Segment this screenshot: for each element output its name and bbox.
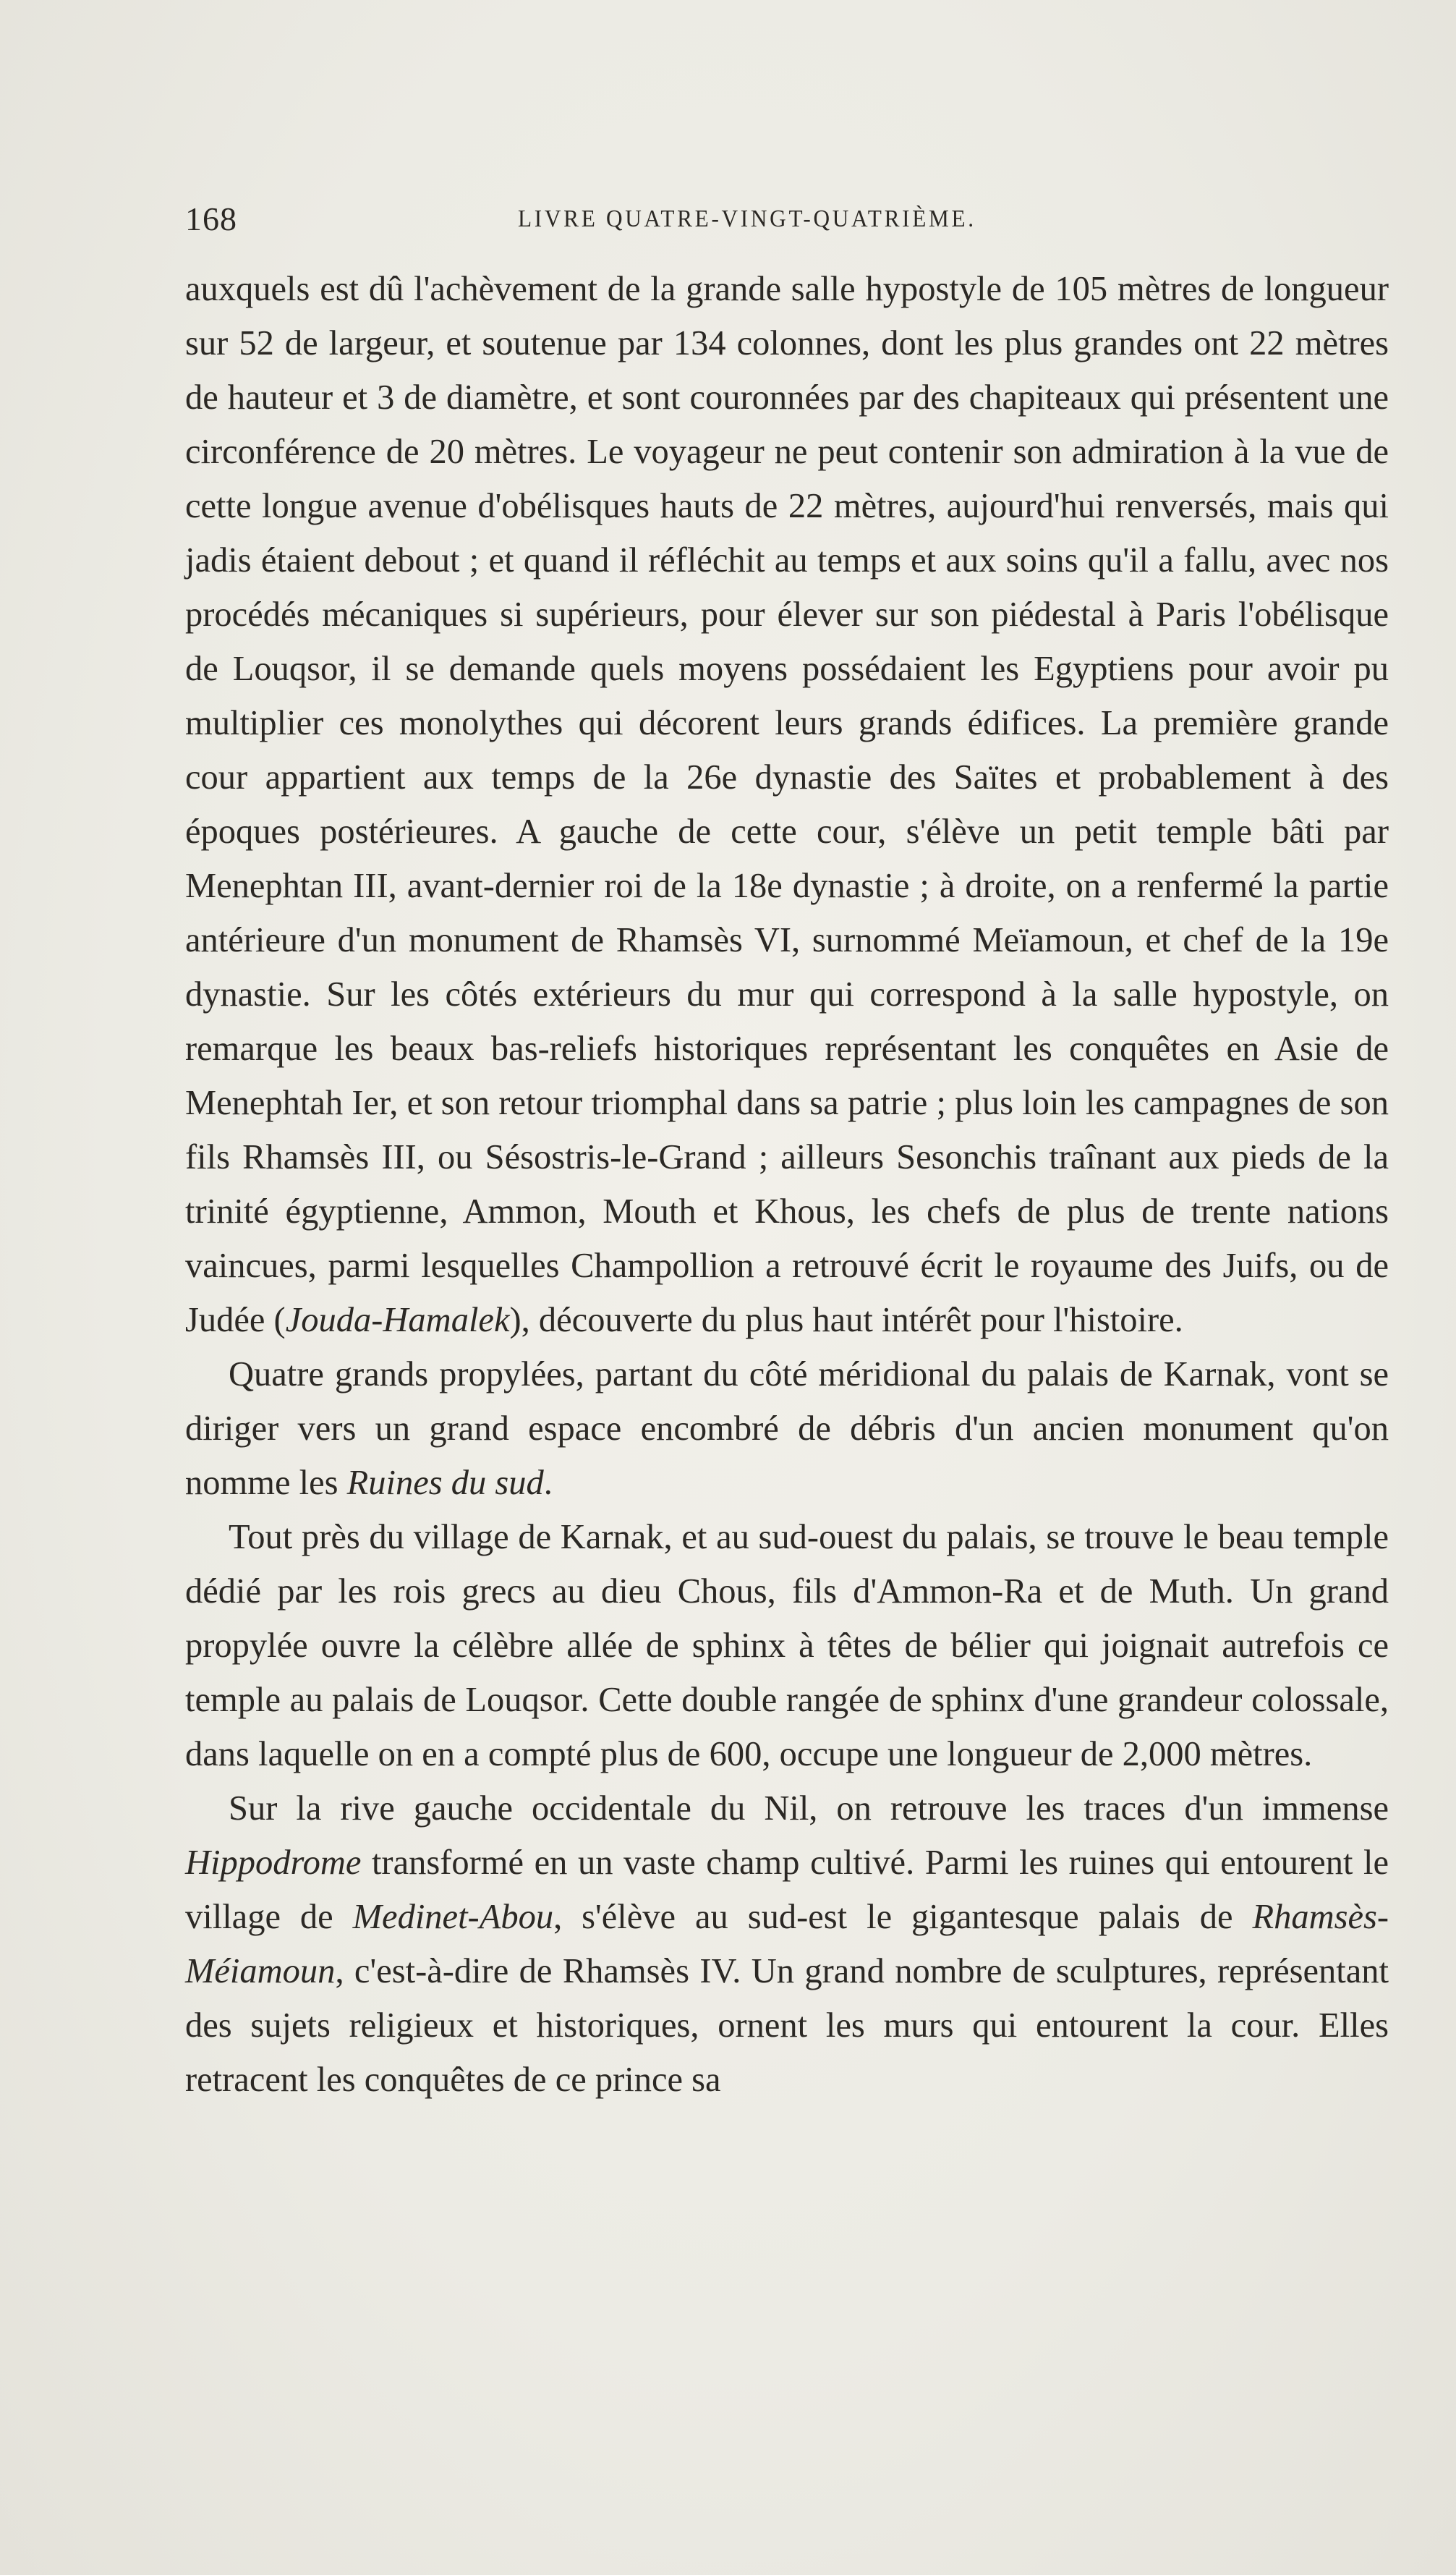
italic-term-hippodrome: Hippodrome	[185, 1844, 362, 1882]
text-segment: ), découverte du plus haut intérêt pour l'histoire.	[509, 1301, 1183, 1339]
italic-term-jouda-hamalek: Jouda-Hamalek	[285, 1301, 510, 1339]
paragraph-3	[185, 1510, 1389, 1781]
paragraph-2	[185, 1347, 1389, 1510]
body-text	[185, 262, 1389, 2107]
text-segment: , s'élève au sud-est le gigantesque palais de	[553, 1898, 1253, 1936]
text-segment: Quatre grands propylées, partant du côté méridional du palais de Karnak, vont se diriger vers un grand espace encombré de débris d'un ancien monument qu'on nomme les	[185, 1355, 1389, 1502]
text-segment: auxquels est dû l'achèvement de la grande salle hypostyle de 105 mètres de longueur sur 52 de largeur, et soutenue par 134 colonnes, dont les plus grandes ont 22 mètres de hauteur et 3 de diamètre, et sont couronnées par des chapiteaux qui présentent une circonférence de 20 mètres. Le voyageur ne peut contenir son admiration à la vue de cette longue avenue d'obélisques hauts de 22 mètres, aujourd'hui renversés, mais qui jadis étaient debout ; et quand il réfléchit au temps et aux soins qu'il a fallu, avec nos procédés mécaniques si supérieurs, pour élever sur son piédestal à Paris l'obélisque de Louqsor, il se demande quels moyens possédaient les Egyptiens pour avoir pu multiplier ces monolythes qui décorent leurs grands édifices. La première grande cour appartient aux temps de la 26e dynastie des Saïtes et probablement à des époques postérieures. A gauche de cette cour, s'élève un petit temple bâti par Menephtan III, avant-dernier roi de la 18e dynastie ; à droite, on a renfermé la partie antérieure d'un monument de Rhamsès VI, surnommé Meïamoun, et chef de la 19e dynastie. Sur les côtés extérieurs du mur qui correspond à la salle hypostyle, on remarque les beaux bas-reliefs historiques représentant les conquêtes en Asie de Menephtah Ier, et son retour triomphal dans sa patrie ; plus loin les campagnes de son fils Rhamsès III, ou Sésostris-le-Grand ; ailleurs Sesonchis traînant aux pieds de la trinité égyptienne, Ammon, Mouth et Khous, les chefs de plus de trente nations vaincues, parmi lesquelles Champollion a retrouvé écrit le royaume des Juifs, ou de Judée (	[185, 270, 1389, 1339]
text-segment: Sur la rive gauche occidentale du Nil, on retrouve les traces d'un immense	[229, 1789, 1389, 1828]
paragraph-4	[185, 1781, 1389, 2107]
running-head: LIVRE QUATRE-VINGT-QUATRIÈME.	[518, 205, 976, 232]
page-number: 168	[185, 200, 237, 237]
text-segment: , c'est-à-dire de Rhamsès IV. Un grand nombre de sculptures, représentant des sujets religieux et historiques, ornent les murs qui entourent la cour. Elles retracent les conquêtes de ce prince sa	[185, 1952, 1389, 2099]
italic-term-rhamses-meiamoun: Rhamsès-Méiamoun	[185, 1898, 1389, 1990]
text-segment: transformé en un vaste champ cultivé. Parmi les ruines qui entourent le village de	[185, 1844, 1389, 1936]
italic-term-ruines-du-sud: Ruines du sud	[346, 1464, 544, 1502]
page-header	[185, 200, 1386, 243]
text-segment: .	[543, 1464, 553, 1502]
italic-term-medinet-abou: Medinet-Abou	[352, 1898, 554, 1936]
text-segment: Tout près du village de Karnak, et au sud-ouest du palais, se trouve le beau temple dédié par les rois grecs au dieu Chous, fils d'Ammon-Ra et de Muth. Un grand propylée ouvre la célèbre allée de sphinx à têtes de bélier qui joignait autrefois ce temple au palais de Louqsor. Cette double rangée de sphinx d'une grandeur colossale, dans laquelle on en a compté plus de 600, occupe une longueur de 2,000 mètres.	[185, 1518, 1389, 1773]
paragraph-1	[185, 262, 1389, 1347]
